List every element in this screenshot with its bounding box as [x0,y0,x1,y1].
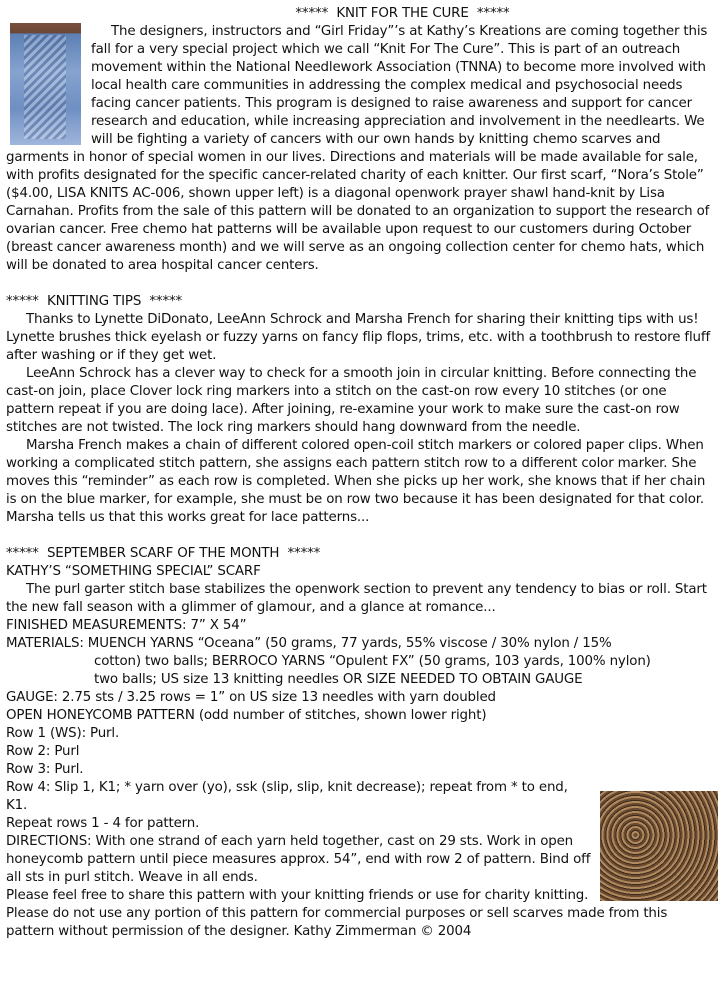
row-1: Row 1 (WS): Purl. [6,726,120,741]
newsletter-page [6,5,714,941]
tip-leeann: LeeAnn Schrock has a clever way to check for a smooth join in circular knitting. Before connecting the cast-on join, place Clover lock ring markers into a stitch on the cast-on row every 10 stitches (or one pattern repeat if you are doing lace). After joining, re-examine your work to make sure the cast-on row stitches are not twisted. The lock ring markers should hang downward from the needle. [6,366,697,435]
materials-line-1: MATERIALS: MUENCH YARNS “Oceana” (50 grams, 77 yards, 55% viscose / 30% nylon / 15% [6,636,612,651]
spacer [6,527,714,545]
scarf-of-month-section [6,545,714,941]
scarf-swatch-photo [600,791,718,901]
scarf-heading: ***** SEPTEMBER SCARF OF THE MONTH ***** [6,546,321,561]
tip-marsha: Marsha French makes a chain of different colored open-coil stitch markers or colored paper clips. When working a complicated stitch pattern, she assigns each pattern stitch row to a different color marker. She moves this “reminder” as each row is completed. When she picks up her work, she knows that if her chain is on the blue marker, for example, she must be on row two because it has been designated for that color. Marsha tells us that this works great for lace patterns... [6,438,706,525]
knitting-tips-heading: ***** KNITTING TIPS ***** [6,294,183,309]
noras-stole-photo [10,23,81,145]
scarf-title: KATHY’S “SOMETHING SPECIAL” SCARF [6,564,261,579]
row-4: Row 4: Slip 1, K1; * yarn over (yo), ssk (slip, slip, knit decrease); repeat from * to end, K1. [6,780,568,813]
gauge: GAUGE: 2.75 sts / 3.25 rows = 1” on US size 13 needles with yarn doubled [6,690,496,705]
directions: DIRECTIONS: With one strand of each yarn held together, cast on 29 sts. Work in open honeycomb pattern until piece measures approx. 54”, end with row 2 of pattern. Bind off all sts in purl stitch. Weave in all ends. [6,834,591,885]
knit-for-cure-section [6,5,714,275]
spacer [6,275,714,293]
repeat-rows: Repeat rows 1 - 4 for pattern. [6,816,200,831]
closing-note: Please feel free to share this pattern with your knitting friends or use for charity knitting. Please do not use any portion of this pattern for commercial purposes or sell scarves made from this pattern without permission of the designer. Kathy Zimmerman © 2004 [6,888,668,939]
scarf-intro: The purl garter stitch base stabilizes the openwork section to prevent any tendency to bias or roll. Start the new fall season with a glimmer of glamour, and a glance at romance... [6,582,707,615]
tip-lynette: Thanks to Lynette DiDonato, LeeAnn Schrock and Marsha French for sharing their knitting tips with us! Lynette brushes thick eyelash or fuzzy yarns on fancy flip flops, trims, etc. with a toothbrush to restore fluff after washing or if they get wet. [6,312,711,363]
knit-for-cure-body: The designers, instructors and “Girl Friday”’s at Kathy’s Kreations are coming together this fall for a very special project which we call “Knit For The Cure”. This is part of an outreach movement within the National Needlework Association (TNNA) to become more involved with local health care communities in addressing the complex medical and psychosocial needs facing cancer patients. This program is designed to raise awareness and support for cancer research and education, while increasing appreciation and involvement in the needlearts. We will be fighting a variety of cancers with our own hands by knitting chemo scarves and garments in honor of special women in our lives. Directions and materials will be made available for sale, with profits designated for the specific cancer-related charity of each knitter. Our first scarf, “Nora’s Stole” ($4.00, LISA KNITS AC-006, shown upper left) is a diagonal openwork prayer shawl hand-knit by Lisa Carnahan. Profits from the sale of this pattern will be donated to an organization to support the research of ovarian cancer. Free chemo hat patterns will be available upon request to our customers during October (breast cancer awareness month) and we will serve as an ongoing collection center for chemo hats, which will be donated to area hospital cancer centers. [6,24,710,273]
materials-line-3: two balls; US size 13 knitting needles OR SIZE NEEDED TO OBTAIN GAUGE [94,672,583,687]
knit-for-cure-heading: ***** KNIT FOR THE CURE ***** [295,6,510,21]
finished-measurements: FINISHED MEASUREMENTS: 7” X 54” [6,618,247,633]
materials-line-2: cotton) two balls; BERROCO YARNS “Opulent FX” (50 grams, 103 yards, 100% nylon) [94,654,651,669]
row-3: Row 3: Purl. [6,762,84,777]
knitting-tips-section [6,293,714,527]
pattern-title: OPEN HONEYCOMB PATTERN (odd number of stitches, shown lower right) [6,708,487,723]
row-2: Row 2: Purl [6,744,80,759]
